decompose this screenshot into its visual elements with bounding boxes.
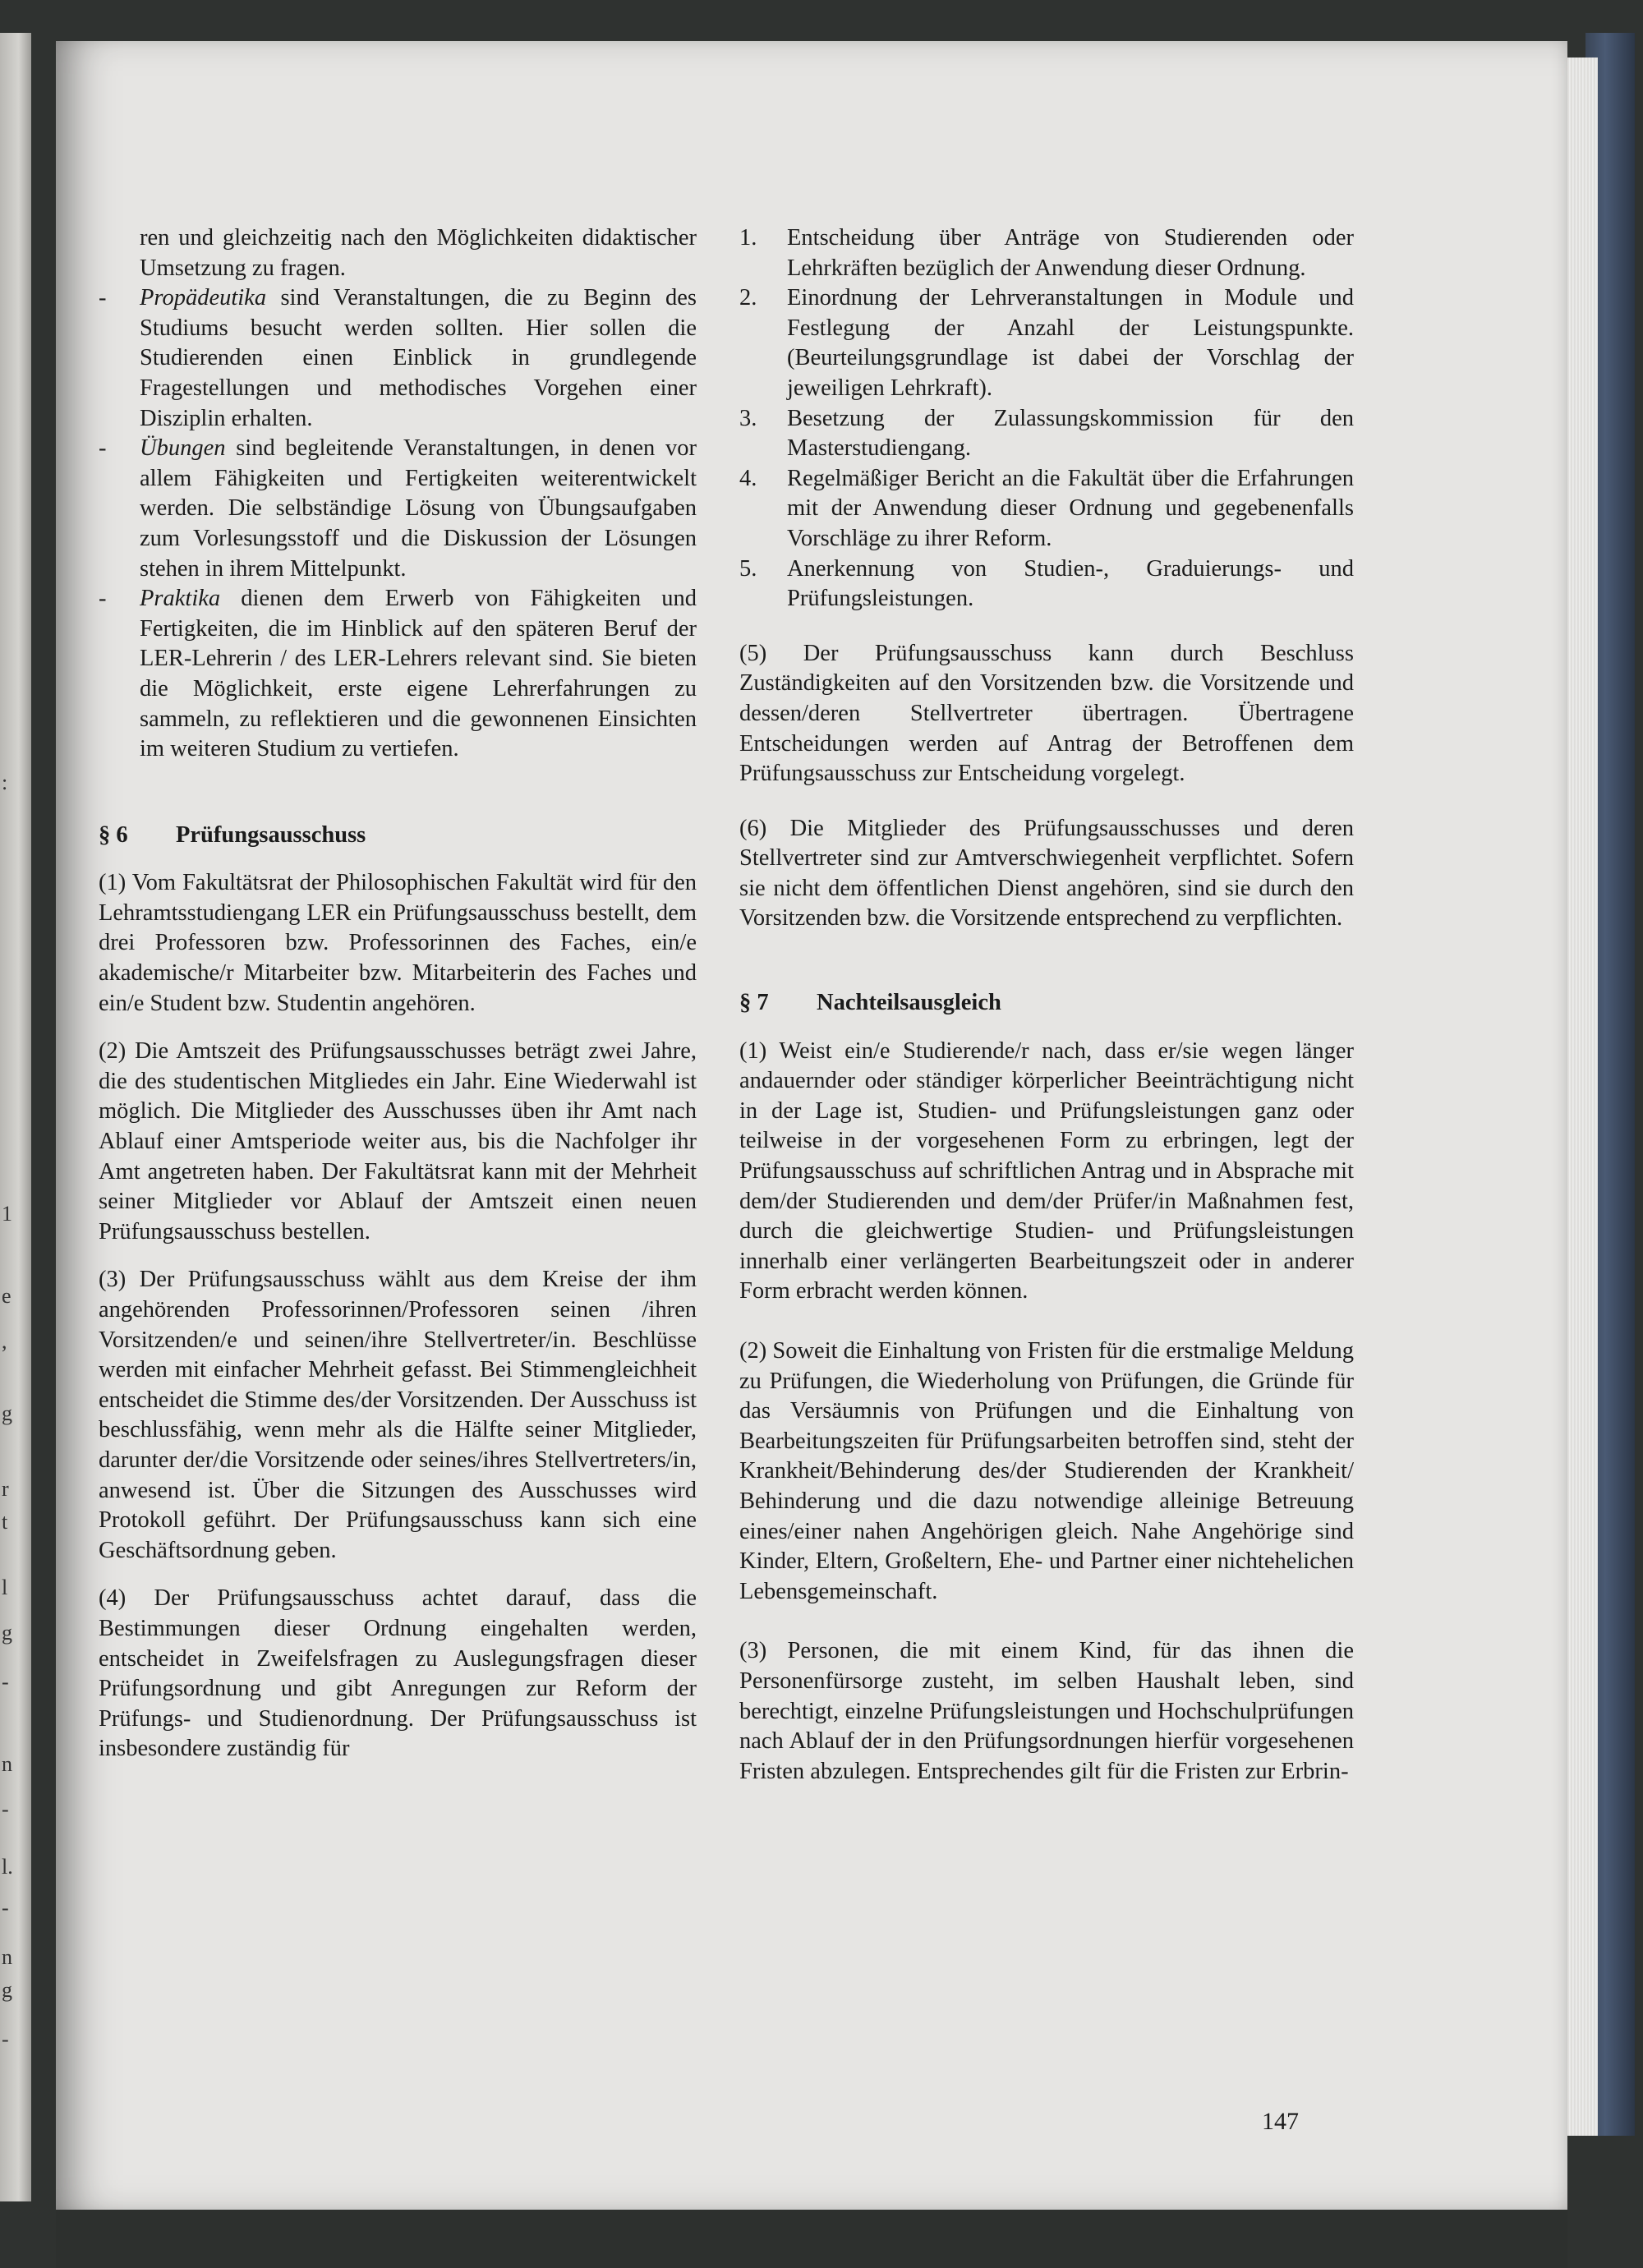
- paragraph: (3) Personen, die mit einem Kind, für das ihnen die Personenfürsorge zusteht, im selben Haushalt leben, sind berechtigt, einzelne Prüfungsleistungen und Hochschulprüfungen nach Ablauf der in den Prüfungsordnungen hierfür vorgesehenen Fristen abzulegen. Entsprechendes gilt für die Fristen zur Erbrin-: [739, 1638, 1354, 1784]
- page-fragment: -: [2, 1797, 9, 1821]
- page-fragment: n: [2, 1945, 12, 1969]
- left-column: [99, 223, 697, 1764]
- page-fragment: -: [2, 2027, 9, 2051]
- term: Propädeutika: [140, 285, 267, 311]
- page-number: 147: [1262, 2108, 1299, 2135]
- list-item: - Propädeutika sind Veranstaltungen, die zu Beginn des Studiums besucht werden sollten. Hier sollen die Studierenden einen Einblick in grundlegende Fragestellungen und methodisches Vorgehen einer Disziplin erhalten.: [99, 285, 697, 431]
- scan-bottom-margin: [56, 2210, 1567, 2268]
- section-number: § 7: [739, 990, 769, 1016]
- paragraph: (1) Weist ein/e Studierende/r nach, dass er/sie wegen länger andauernder oder ständiger körperlicher Beeinträchtigung nicht in der Lage ist, Studien- und Prüfungsleistungen ganz oder teilweise in der vorgesehenen Form zu erbringen, legt der Prüfungsausschuss auf schriftlichen Antrag und in Absprache mit dem/der Studierenden und dem/der Prüfer/in Maßnahmen fest, durch die gleichwertige Studien- und Prüfungsleistungen innerhalb einer verlängerten Bearbeitungszeit oder in anderer Form erbracht werden können.: [739, 1037, 1354, 1304]
- page-fragment: g: [2, 1401, 12, 1425]
- continuation-text: ren und gleichzeitig nach den Möglichkeiten didaktischer Umsetzung zu fragen.: [140, 225, 697, 281]
- page-fragment: 1: [2, 1202, 12, 1226]
- paragraph: (4) Der Prüfungsausschuss achtet darauf, dass die Bestimmungen dieser Ordnung eingehalten werden, entscheidet in Zweifelsfragen zu Auslegungsfragen dieser Prüfungsordnung und gibt Anregungen zur Reform der Prüfungs- und Studienordnung. Der Prüfungsausschuss ist insbesondere zuständig für: [99, 1585, 697, 1762]
- list-item: - Übungen sind begleitende Veranstaltungen, in denen vor allem Fähigkeiten und Fertigkeiten weiterentwickelt werden. Die selbständige Lösung von Übungsaufgaben zum Vorlesungsstoff und die Diskussion der Lösungen stehen in ihrem Mittelpunkt.: [99, 435, 697, 582]
- numbered-item: 2. Einordnung der Lehrveranstaltungen in Module und Festlegung der Anzahl der Leistungspunkte. (Beurteilungsgrundlage ist dabei der Vorschlag der jeweiligen Lehrkraft).: [739, 285, 1354, 401]
- paragraph: (2) Soweit die Einhaltung von Fristen für die erstmalige Meldung zu Prüfungen, die Wiederholung von Prüfungen, die Gründe für das Versäumnis von Prüfungen und die Einhaltung von Bearbeitungszeiten für Prüfungsarbeiten betroffen sind, steht der Krankheit/Behinderung des/der Studierenden der Krankheit/ Behinderung und die dazu notwendige alleinige Betreuung eines/einer nahen Angehörigen gleich. Nahe Angehörige sind Kinder, Eltern, Großeltern, Ehe- und Partner einer nichtehelichen Lebensgemeinschaft.: [739, 1338, 1354, 1604]
- numbered-item: 3. Besetzung der Zulassungskommission für den Masterstudiengang.: [739, 405, 1354, 462]
- page-fragment: g: [2, 1621, 12, 1645]
- page-fragment: -: [2, 1896, 9, 1920]
- page-fragment: l: [2, 1576, 8, 1599]
- paragraph: (2) Die Amtszeit des Prüfungsausschusses beträgt zwei Jahre, die des studentischen Mitgliedes ein Jahr. Eine Wiederwahl ist möglich. Die Mitglieder des Ausschusses üben ihr Amt nach Ablauf einer Amtsperiode weiter aus, bis die Nachfolger ihr Amt angetreten haben. Der Fakultätsrat kann mit der Mehrheit seiner Mitglieder vor Ablauf der Amtszeit einen neuen Prüfungsausschuss bestellen.: [99, 1038, 697, 1244]
- previous-page-edge: [0, 33, 31, 2201]
- page-fragment: g: [2, 1978, 12, 2002]
- paragraph: (3) Der Prüfungsausschuss wählt aus dem Kreise der ihm angehörenden Professorinnen/Professoren seinen /ihren Vorsitzenden/e und seinen/ihre Stellvertreter/in. Beschlüsse werden mit einfacher Mehrheit gefasst. Bei Stimmengleichheit entscheidet die Stimme des/der Vorsitzenden. Der Ausschuss ist beschlussfähig, wenn mehr als die Hälfte seiner Mitglieder, darunter der/die Vorsitzende oder seines/ihres Stellvertreters/in, anwesend ist. Über die Sitzungen des Ausschusses wird Protokoll geführt. Der Prüfungsausschuss kann sich eine Geschäftsordnung geben.: [99, 1267, 697, 1563]
- list-item: - Praktika dienen dem Erwerb von Fähigkeiten und Fertigkeiten, die im Hinblick auf den späteren Beruf der LER-Lehrerin / des LER-Lehrers relevant sind. Sie bieten die Möglichkeit, erste eigene Lehrerfahrungen zu sammeln, zu reflektieren und die gewonnenen Einsichten im weiteren Studium zu vertiefen.: [99, 586, 697, 762]
- paragraph: (5) Der Prüfungsausschuss kann durch Beschluss Zuständigkeiten auf den Vorsitzenden bzw. die Vorsitzende und dessen/deren Stellvertreter übertragen. Übertragene Entscheidungen werden auf Antrag der Betroffenen dem Prüfungsausschuss zur Entscheidung vorgelegt.: [739, 640, 1354, 787]
- page-fragment: :: [2, 771, 8, 794]
- term: Praktika: [140, 586, 221, 612]
- section-number: § 6: [99, 821, 128, 848]
- numbered-item: 5. Anerkennung von Studien-, Graduierungs- und Prüfungsleistungen.: [739, 555, 1354, 612]
- section-title: Prüfungsausschuss: [176, 821, 366, 848]
- numbered-item: 1. Entscheidung über Anträge von Studierenden oder Lehrkräften bezüglich der Anwendung dieser Ordnung.: [739, 225, 1354, 281]
- page-fragment: t: [2, 1510, 8, 1534]
- page-fragment: l.: [2, 1855, 13, 1879]
- page-fragment: ,: [2, 1329, 7, 1353]
- paragraph: (1) Vom Fakultätsrat der Philosophischen Fakultät wird für den Lehramtsstudiengang LER ein Prüfungsausschuss bestellt, dem drei Professoren bzw. Professorinnen des Faches, ein/e akademische/r Mitarbeiter bzw. Mitarbeiterin des Faches und ein/e Student bzw. Studentin angehören.: [99, 870, 697, 1016]
- paragraph: (6) Die Mitglieder des Prüfungsausschusses und deren Stellvertreter sind zur Amtverschwiegenheit verpflichtet. Sofern sie nicht dem öffentlichen Dienst angehören, sind sie durch den Vorsitzenden bzw. die Vorsitzende entsprechend zu verpflichten.: [739, 815, 1354, 932]
- page-fragment: n: [2, 1752, 12, 1776]
- term: Übungen: [140, 435, 226, 462]
- page-fragment: e: [2, 1284, 12, 1308]
- page-fragment: -: [2, 1670, 9, 1694]
- section-title: Nachteilsausgleich: [817, 990, 1001, 1016]
- document-page: [56, 41, 1567, 2210]
- page-fragment: r: [2, 1477, 9, 1501]
- numbered-item: 4. Regelmäßiger Bericht an die Fakultät über die Erfahrungen mit der Anwendung dieser Ordnung und gegebenenfalls Vorschläge zu ihrer Reform.: [739, 465, 1354, 551]
- right-column: [739, 223, 1354, 1787]
- section-heading: [739, 988, 1354, 1019]
- section-heading: [99, 821, 697, 851]
